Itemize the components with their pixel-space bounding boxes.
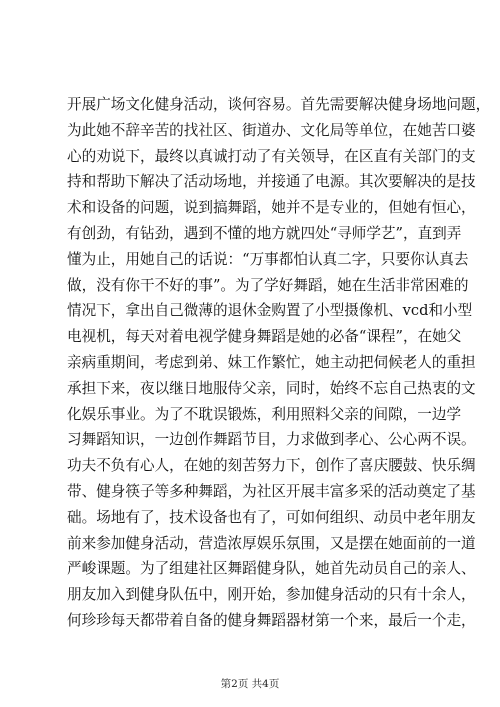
text-line: 功夫不负有心人，在她的刻苦努力下，创作了喜庆腰鼓、快乐绸 [67,457,476,475]
text-line: 为此她不辞辛苦的找社区、街道办、文化局等单位，在她苦口婆 [67,121,476,139]
text-line: 电视机，每天对着电视学健身舞蹈是她的必备“课程”，在她父 [67,328,462,346]
text-line: 前来参加健身活动，营造浓厚娱乐氛围，又是摆在她面前的一道 [67,534,476,552]
text-line: 何珍珍每天都带着自备的健身舞蹈器材第一个来，最后一个走， [67,611,476,629]
text-line: 有创劲，有钻劲，遇到不懂的地方就四处“寻师学艺”，直到弄 [67,224,462,242]
text-line: 习舞蹈知识，一边创作舞蹈节目，力求做到孝心、公心两不误。 [67,431,476,449]
text-line: 术和设备的问题，说到搞舞蹈，她并不是专业的，但她有恒心， [67,199,476,217]
text-line: 化娱乐事业。为了不耽误锻炼，利用照料父亲的间隙，一边学 [67,405,462,423]
text-line: 开展广场文化健身活动，谈何容易。首先需要解决健身场地问题， [67,96,491,113]
page-number-footer: 第2页 共4页 [220,678,280,690]
text-line: 心的劝说下，最终以真诚打动了有关领导，在区直有关部门的支 [67,147,476,165]
text-line: 础。场地有了，技术设备也有了，可如何组织、动员中老年朋友 [67,508,476,526]
text-line: 情况下，拿出自己微薄的退休金购置了小型摄像机、vcd和小型 [67,302,473,320]
text-line: 承担下来，夜以继日地服侍父亲，同时，始终不忘自己热衷的文 [67,379,476,397]
text-line: 严峻课题。为了组建社区舞蹈健身队，她首先动员自己的亲人、 [67,560,476,578]
text-line: 懂为止，用她自己的话说：“万事都怕认真二字，只要你认真去 [67,250,469,268]
text-line: 持和帮助下解决了活动场地，并接通了电源。其次要解决的是技 [67,173,476,191]
text-line: 亲病重期间，考虑到弟、妹工作繁忙，她主动把伺候老人的重担 [67,353,476,371]
text-line: 做，没有你干不好的事”。为了学好舞蹈，她在生活非常困难的 [67,276,469,294]
text-line: 带、健身筷子等多种舞蹈，为社区开展丰富多采的活动奠定了基 [67,482,476,500]
body-text [67,92,491,634]
text-line: 朋友加入到健身队伍中，刚开始，参加健身活动的只有十余人， [67,586,476,604]
